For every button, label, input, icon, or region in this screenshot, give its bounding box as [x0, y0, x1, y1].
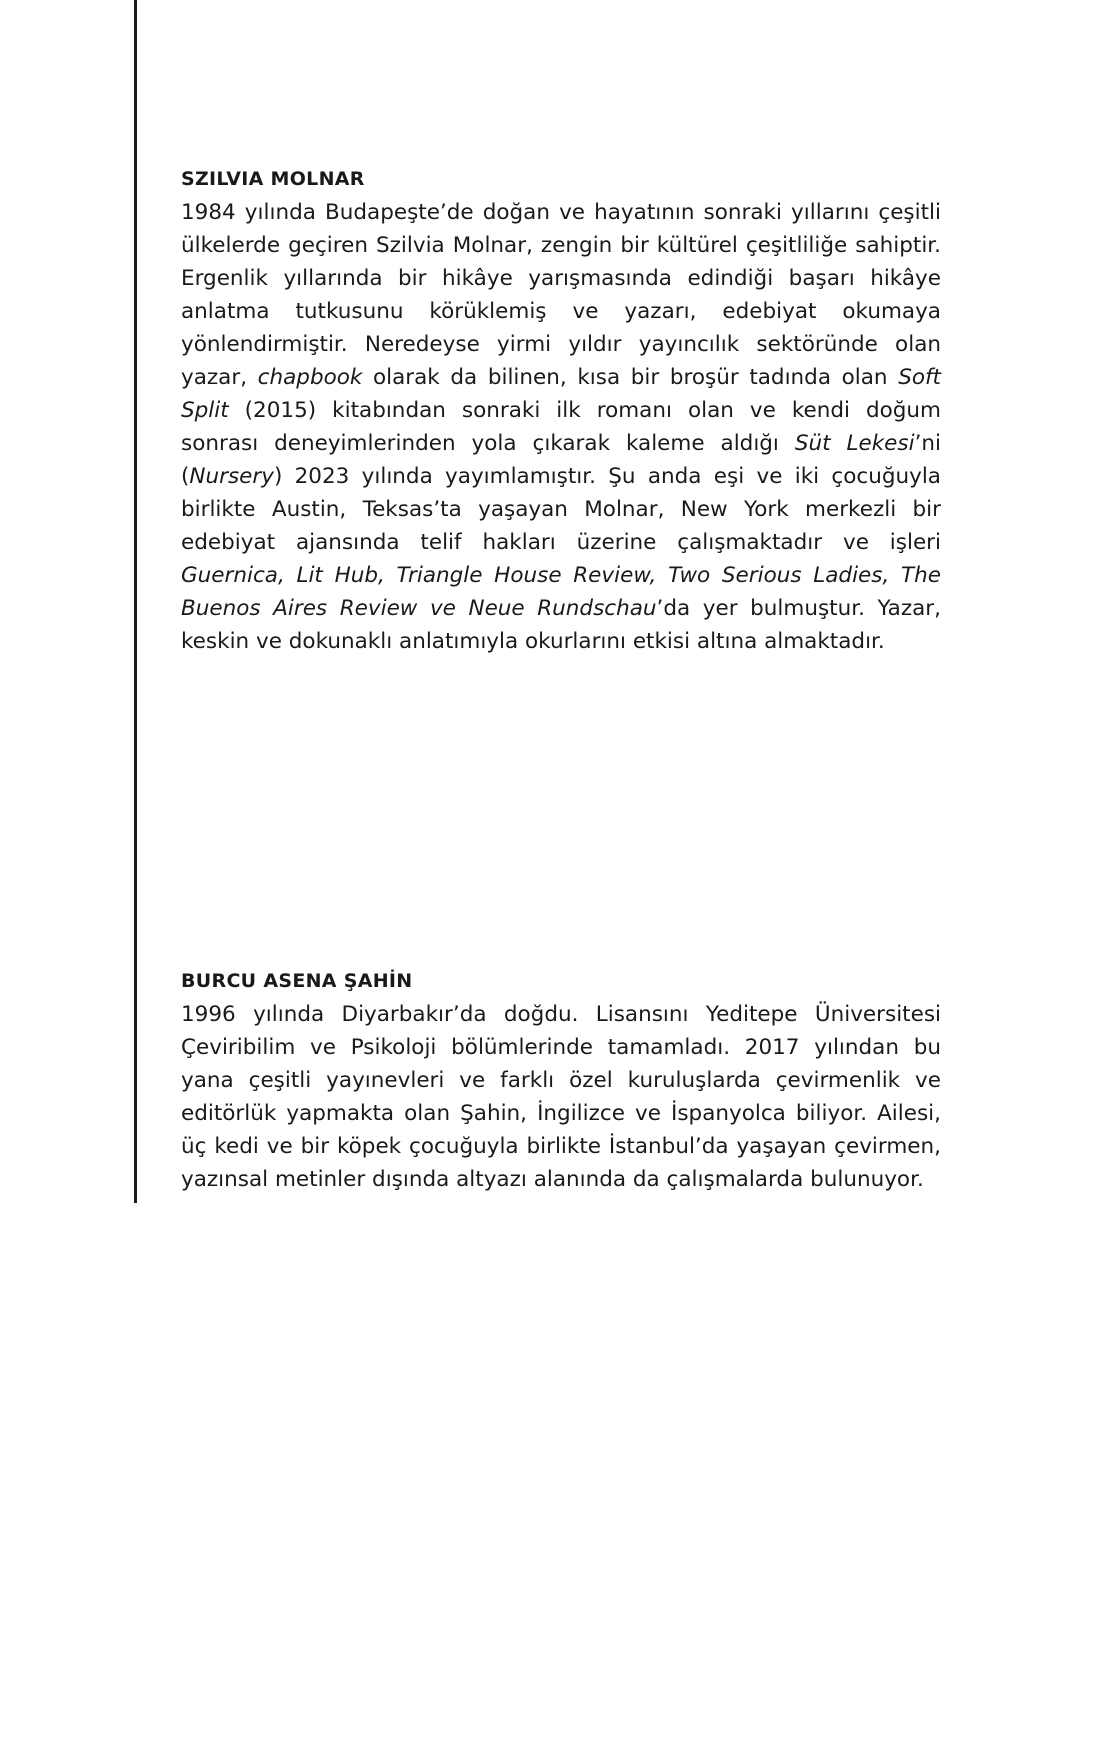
translator-bio — [181, 968, 941, 1196]
text-run: (2015) kitabından sonraki ilk romanı olan ve kendi doğum sonrası deneyimlerinden yola çıkarak kaleme aldığı — [181, 398, 941, 456]
margin-rule — [134, 0, 137, 1203]
text-run: olarak da bilinen, kısa bir broşür tadında olan — [362, 365, 899, 390]
text-run-italic: Soft Split — [181, 365, 941, 423]
translator-name: BURCU ASENA ŞAHİN — [181, 970, 413, 992]
text-run-italic: chapbook — [257, 365, 363, 390]
author-name: SZILVIA MOLNAR — [181, 168, 365, 190]
text-run: ’da yer bulmuştur. Yazar, keskin ve dokunaklı anlatımıyla okurlarını etkisi altına almaktadır. — [181, 596, 941, 654]
text-run-italic: Süt Lekesi — [794, 431, 915, 456]
text-run: ’ni ( — [181, 431, 941, 489]
text-run: 1984 yılında Budapeşte’de doğan ve hayatının sonraki yıllarını çeşitli ülkelerde geçiren Szilvia Molnar, zengin bir kültürel çeşitliliğe sahiptir. Ergenlik yıllarında bir hikâye yarışmasında edindiği başarı hikâye anlatma tutkusunu körüklemiş ve yazarı, edebiyat okumaya yönlendirmiştir. Neredeyse yirmi yıldır yayıncılık sektöründe olan yazar, — [181, 200, 941, 390]
author-bio — [181, 166, 941, 658]
text-run-italic: Nursery — [189, 464, 274, 489]
text-run-italic: Guernica, Lit Hub, Triangle House Review, Two Serious Ladies, The Buenos Aires Review ve Neue Rundschau — [181, 563, 941, 621]
author-bio-text — [181, 196, 941, 658]
text-run: 1996 yılında Diyarbakır’da doğdu. Lisansını Yeditepe Üniversitesi Çeviribilim ve Psikoloji bölümlerinde tamamladı. 2017 yılından bu yana çeşitli yayınevleri ve farklı özel kuruluşlarda çevirmenlik ve editörlük yapmakta olan Şahin, İngilizce ve İspanyolca biliyor. Ailesi, üç kedi ve bir köpek çocuğuyla birlikte İstanbul’da yaşayan çevirmen, yazınsal metinler dışında altyazı alanında da çalışmalarda bulunuyor. — [181, 1002, 941, 1192]
text-run: ) 2023 yılında yayımlamıştır. Şu anda eşi ve iki çocuğuyla birlikte Austin, Teksas’ta yaşayan Molnar, New York merkezli bir edebiyat ajansında telif hakları üzerine çalışmaktadır ve işleri — [181, 464, 941, 555]
translator-bio-text — [181, 998, 941, 1196]
